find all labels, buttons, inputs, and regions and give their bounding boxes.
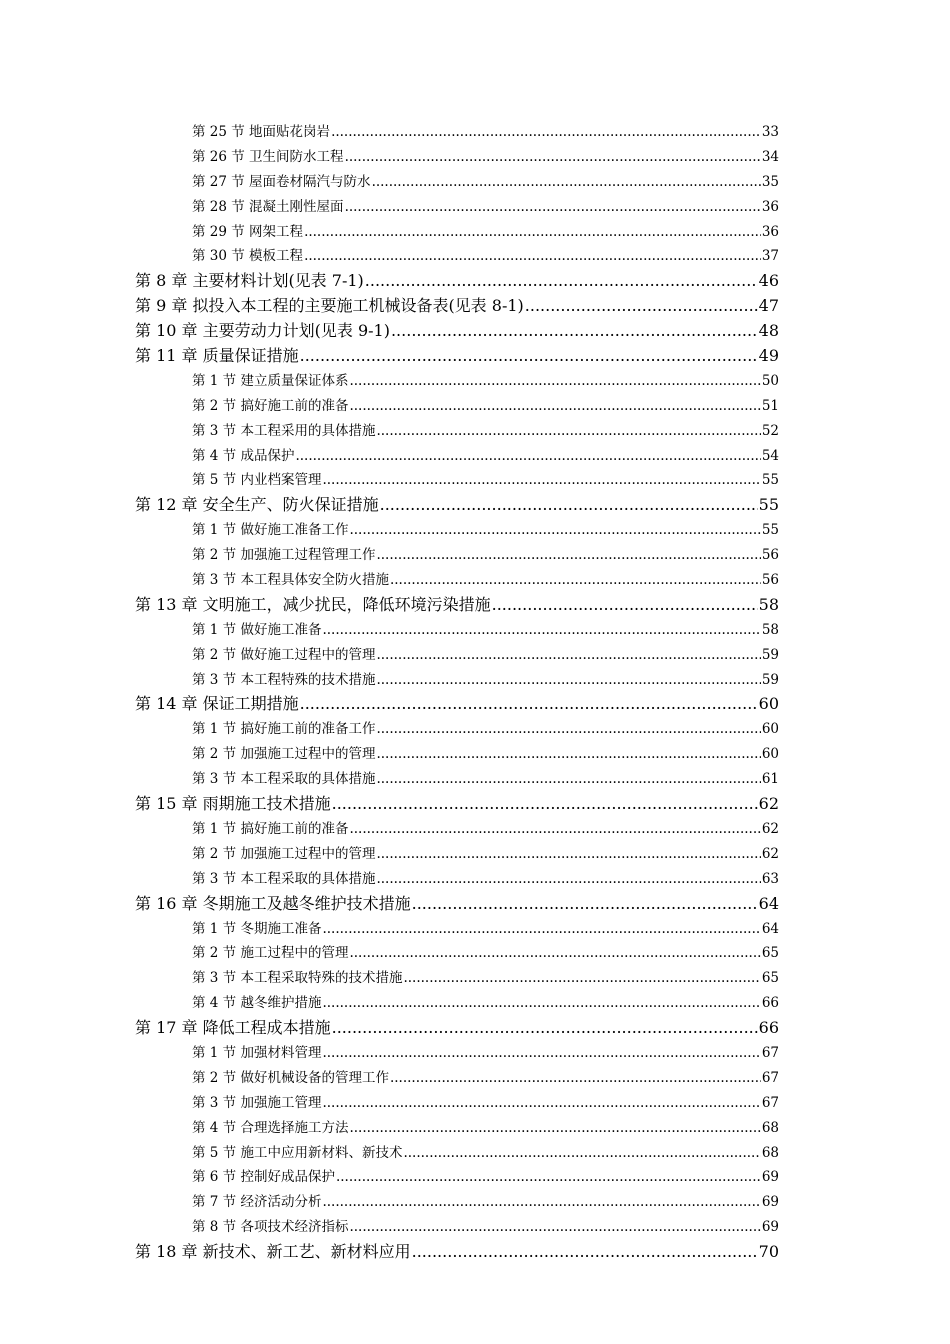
toc-dot-leader — [322, 468, 760, 493]
toc-page-number: 55 — [761, 522, 779, 539]
toc-section-entry[interactable] — [135, 867, 779, 892]
toc-page-number: 48 — [758, 321, 779, 341]
toc-chapter-entry[interactable] — [135, 344, 779, 369]
toc-section-entry[interactable] — [135, 1116, 779, 1141]
toc-section-entry[interactable] — [135, 568, 779, 593]
toc-dot-leader — [336, 1165, 761, 1190]
toc-entry-title: 第 11 章 质量保证措施 — [135, 346, 299, 366]
toc-chapter-entry[interactable] — [135, 294, 779, 319]
toc-entry-title: 第 14 章 保证工期措施 — [135, 694, 299, 714]
toc-dot-leader — [376, 543, 760, 568]
toc-dot-leader — [376, 419, 760, 444]
toc-page-number: 62 — [761, 845, 779, 862]
toc-section-entry[interactable] — [135, 643, 779, 668]
toc-section-entry[interactable] — [135, 1091, 779, 1116]
toc-entry-title: 第 2 节 加强施工过程管理工作 — [192, 547, 376, 564]
toc-dot-leader — [365, 269, 758, 294]
toc-section-entry[interactable] — [135, 842, 779, 867]
toc-entry-title: 第 8 节 各项技术经济指标 — [192, 1219, 349, 1236]
toc-entry-title: 第 2 节 搞好施工前的准备 — [192, 397, 349, 414]
toc-page-number: 60 — [761, 721, 779, 738]
toc-page-number: 67 — [761, 1044, 779, 1061]
toc-entry-title: 第 2 节 施工过程中的管理 — [192, 945, 349, 962]
toc-page-number: 68 — [761, 1144, 779, 1161]
toc-entry-title: 第 2 节 加强施工过程中的管理 — [192, 845, 376, 862]
toc-entry-title: 第 1 节 加强材料管理 — [192, 1044, 322, 1061]
toc-page-number: 59 — [761, 671, 779, 688]
toc-dot-leader — [525, 294, 758, 319]
toc-section-entry[interactable] — [135, 1190, 779, 1215]
toc-page-number: 64 — [761, 920, 779, 937]
toc-dot-leader — [376, 717, 760, 742]
toc-page-number: 65 — [761, 945, 779, 962]
toc-entry-title: 第 5 节 施工中应用新材料、新技术 — [192, 1144, 403, 1161]
toc-page-number: 55 — [758, 495, 779, 515]
toc-entry-title: 第 1 节 做好施工准备 — [192, 621, 322, 638]
table-of-contents — [135, 120, 779, 1265]
toc-dot-leader — [376, 643, 760, 668]
toc-page-number: 66 — [758, 1018, 779, 1038]
toc-chapter-entry[interactable] — [135, 319, 779, 344]
toc-dot-leader — [380, 493, 758, 518]
toc-page-number: 56 — [761, 547, 779, 564]
toc-entry-title: 第 30 节 模板工程 — [192, 248, 304, 265]
toc-dot-leader — [349, 369, 760, 394]
toc-chapter-entry[interactable] — [135, 493, 779, 518]
toc-dot-leader — [322, 1041, 760, 1066]
toc-entry-title: 第 1 节 做好施工准备工作 — [192, 522, 349, 539]
toc-page-number: 49 — [758, 346, 779, 366]
toc-dot-leader — [391, 319, 758, 344]
toc-section-entry[interactable] — [135, 1066, 779, 1091]
toc-chapter-entry[interactable] — [135, 892, 779, 917]
toc-entry-title: 第 1 节 搞好施工前的准备 — [192, 820, 349, 837]
toc-dot-leader — [295, 444, 760, 469]
toc-page-number: 69 — [761, 1219, 779, 1236]
toc-dot-leader — [304, 220, 761, 245]
toc-dot-leader — [376, 668, 760, 693]
toc-entry-title: 第 29 节 网架工程 — [192, 223, 304, 240]
toc-dot-leader — [349, 1116, 760, 1141]
toc-dot-leader — [403, 1141, 760, 1166]
toc-section-entry[interactable] — [135, 966, 779, 991]
toc-entry-title: 第 9 章 拟投入本工程的主要施工机械设备表(见表 8-1) — [135, 296, 524, 316]
toc-entry-title: 第 12 章 安全生产、防火保证措施 — [135, 495, 379, 515]
toc-page-number: 58 — [758, 594, 779, 614]
toc-page-number: 36 — [761, 198, 779, 215]
toc-entry-title: 第 2 节 做好施工过程中的管理 — [192, 646, 376, 663]
toc-section-entry[interactable] — [135, 518, 779, 543]
toc-section-entry[interactable] — [135, 1041, 779, 1066]
toc-page-number: 67 — [761, 1094, 779, 1111]
toc-dot-leader — [376, 867, 760, 892]
toc-dot-leader — [349, 817, 760, 842]
toc-page-number: 65 — [761, 970, 779, 987]
toc-section-entry[interactable] — [135, 618, 779, 643]
toc-section-entry[interactable] — [135, 220, 779, 245]
toc-entry-title: 第 6 节 控制好成品保护 — [192, 1169, 335, 1186]
toc-dot-leader — [376, 842, 760, 867]
toc-entry-title: 第 3 节 本工程具体安全防火措施 — [192, 572, 389, 589]
toc-page-number: 54 — [761, 447, 779, 464]
toc-entry-title: 第 15 章 雨期施工技术措施 — [135, 794, 331, 814]
toc-page-number: 70 — [758, 1242, 779, 1262]
toc-page-number: 60 — [761, 746, 779, 763]
toc-section-entry[interactable] — [135, 1165, 779, 1190]
toc-page-number: 63 — [761, 870, 779, 887]
toc-entry-title: 第 3 节 本工程特殊的技术措施 — [192, 671, 376, 688]
toc-dot-leader — [322, 618, 760, 643]
toc-page-number: 34 — [761, 148, 779, 165]
toc-entry-title: 第 27 节 屋面卷材隔汽与防水 — [192, 173, 371, 190]
toc-chapter-entry[interactable] — [135, 792, 779, 817]
toc-entry-title: 第 4 节 越冬维护措施 — [192, 995, 322, 1012]
toc-entry-title: 第 2 节 做好机械设备的管理工作 — [192, 1069, 389, 1086]
toc-entry-title: 第 2 节 加强施工过程中的管理 — [192, 746, 376, 763]
toc-dot-leader — [376, 767, 760, 792]
toc-dot-leader — [322, 991, 760, 1016]
toc-dot-leader — [332, 792, 758, 817]
toc-section-entry[interactable] — [135, 668, 779, 693]
toc-page-number: 47 — [758, 296, 779, 316]
toc-entry-title: 第 4 节 合理选择施工方法 — [192, 1119, 349, 1136]
toc-dot-leader — [390, 568, 761, 593]
toc-page-number: 64 — [758, 893, 779, 913]
toc-page-number: 51 — [761, 397, 779, 414]
toc-chapter-entry[interactable] — [135, 692, 779, 717]
toc-page-number: 55 — [761, 472, 779, 489]
toc-entry-title: 第 4 节 成品保护 — [192, 447, 295, 464]
toc-dot-leader — [349, 518, 760, 543]
toc-section-entry[interactable] — [135, 543, 779, 568]
toc-section-entry[interactable] — [135, 394, 779, 419]
toc-page-number: 68 — [761, 1119, 779, 1136]
toc-entry-title: 第 3 节 本工程采用的具体措施 — [192, 422, 376, 439]
toc-dot-leader — [349, 1215, 760, 1240]
toc-dot-leader — [300, 344, 758, 369]
toc-page-number: 61 — [761, 771, 779, 788]
toc-page-number: 37 — [761, 248, 779, 265]
toc-chapter-entry[interactable] — [135, 1016, 779, 1041]
toc-entry-title: 第 16 章 冬期施工及越冬维护技术措施 — [135, 893, 411, 913]
toc-dot-leader — [376, 742, 760, 767]
toc-page-number: 62 — [761, 820, 779, 837]
toc-chapter-entry[interactable] — [135, 269, 779, 294]
toc-section-entry[interactable] — [135, 991, 779, 1016]
toc-page-number: 46 — [758, 271, 779, 291]
toc-entry-title: 第 5 节 内业档案管理 — [192, 472, 322, 489]
toc-entry-title: 第 3 节 本工程采取的具体措施 — [192, 870, 376, 887]
toc-page-number: 69 — [761, 1169, 779, 1186]
toc-page-number: 69 — [761, 1194, 779, 1211]
toc-section-entry[interactable] — [135, 195, 779, 220]
toc-entry-title: 第 25 节 地面贴花岗岩 — [192, 124, 331, 140]
toc-page-number: 33 — [761, 124, 779, 140]
toc-entry-title: 第 28 节 混凝土刚性屋面 — [192, 198, 344, 215]
toc-entry-title: 第 7 节 经济活动分析 — [192, 1194, 322, 1211]
toc-entry-title: 第 3 节 本工程采取特殊的技术措施 — [192, 970, 403, 987]
toc-section-entry[interactable] — [135, 742, 779, 767]
toc-dot-leader — [304, 244, 761, 269]
toc-section-entry[interactable] — [135, 145, 779, 170]
toc-dot-leader — [349, 394, 760, 419]
toc-section-entry[interactable] — [135, 1215, 779, 1240]
toc-entry-title: 第 26 节 卫生间防水工程 — [192, 148, 344, 165]
toc-dot-leader — [412, 1240, 758, 1265]
toc-entry-title: 第 1 节 冬期施工准备 — [192, 920, 322, 937]
toc-page-number: 50 — [761, 372, 779, 389]
toc-section-entry[interactable] — [135, 1141, 779, 1166]
toc-dot-leader — [372, 170, 761, 195]
toc-entry-title: 第 13 章 文明施工，减少扰民，降低环境污染措施 — [135, 594, 491, 614]
toc-dot-leader — [412, 892, 758, 917]
toc-page-number: 58 — [761, 621, 779, 638]
toc-page-number: 66 — [761, 995, 779, 1012]
toc-page-number: 56 — [761, 572, 779, 589]
toc-dot-leader — [492, 593, 758, 618]
toc-dot-leader — [322, 1190, 760, 1215]
toc-chapter-entry[interactable] — [135, 593, 779, 618]
toc-dot-leader — [403, 966, 760, 991]
toc-section-entry[interactable] — [135, 120, 779, 145]
toc-dot-leader — [322, 917, 760, 942]
toc-dot-leader — [322, 1091, 760, 1116]
toc-page-number: 67 — [761, 1069, 779, 1086]
toc-chapter-entry[interactable] — [135, 1240, 779, 1265]
toc-section-entry[interactable] — [135, 369, 779, 394]
toc-page-number: 60 — [758, 694, 779, 714]
toc-entry-title: 第 8 章 主要材料计划(见表 7-1) — [135, 271, 364, 291]
toc-entry-title: 第 3 节 本工程采取的具体措施 — [192, 771, 376, 788]
toc-entry-title: 第 3 节 加强施工管理 — [192, 1094, 322, 1111]
toc-page-number: 59 — [761, 646, 779, 663]
toc-entry-title: 第 10 章 主要劳动力计划(见表 9-1) — [135, 321, 390, 341]
toc-section-entry[interactable] — [135, 917, 779, 942]
toc-section-entry[interactable] — [135, 941, 779, 966]
toc-section-entry[interactable] — [135, 444, 779, 469]
toc-section-entry[interactable] — [135, 468, 779, 493]
toc-section-entry[interactable] — [135, 817, 779, 842]
toc-entry-title: 第 18 章 新技术、新工艺、新材料应用 — [135, 1242, 411, 1262]
toc-entry-title: 第 1 节 建立质量保证体系 — [192, 372, 349, 389]
toc-section-entry[interactable] — [135, 244, 779, 269]
toc-dot-leader — [300, 692, 758, 717]
toc-dot-leader — [345, 145, 761, 170]
toc-dot-leader — [349, 941, 760, 966]
toc-dot-leader — [345, 195, 761, 220]
toc-entry-title: 第 1 节 搞好施工前的准备工作 — [192, 721, 376, 738]
toc-dot-leader — [331, 120, 761, 145]
toc-page-number: 35 — [761, 173, 779, 190]
toc-page-number: 52 — [761, 422, 779, 439]
toc-section-entry[interactable] — [135, 767, 779, 792]
toc-dot-leader — [390, 1066, 761, 1091]
toc-section-entry[interactable] — [135, 170, 779, 195]
toc-page-number: 36 — [761, 223, 779, 240]
toc-entry-title: 第 17 章 降低工程成本措施 — [135, 1018, 331, 1038]
toc-page-number: 62 — [758, 794, 779, 814]
toc-section-entry[interactable] — [135, 717, 779, 742]
toc-section-entry[interactable] — [135, 419, 779, 444]
toc-dot-leader — [332, 1016, 758, 1041]
